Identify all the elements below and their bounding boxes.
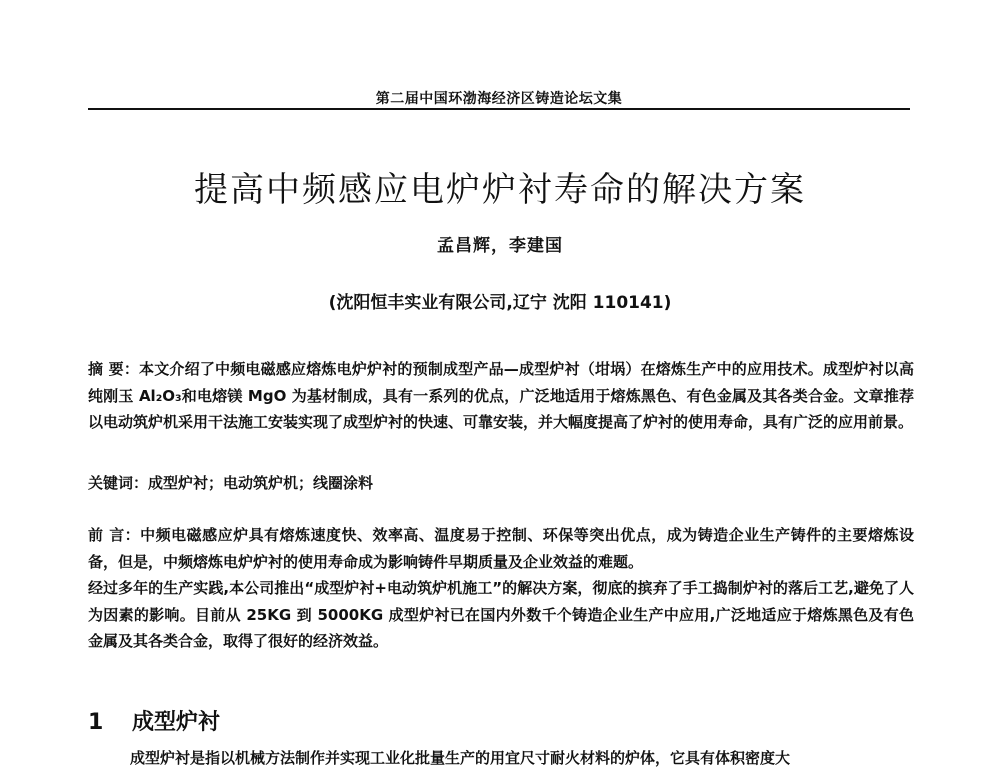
- abstract-label: 摘 要：: [88, 360, 140, 378]
- preface-paragraph-1: [88, 522, 914, 575]
- preface-paragraph-2: 经过多年的生产实践,本公司推出“成型炉衬+电动筑炉机施工”的解决方案，彻底的摈弃了手工捣制炉衬的落后工艺,避免了人为因素的影响。目前从 25KG 到 5000KG 成型炉衬已在国内外数千个铸造企业生产中应用,广泛地适应于熔炼黑色及有色金属及其各类合金，取得了很好的经济效益。: [88, 579, 914, 650]
- paper-authors: 孟昌辉，李建国: [437, 236, 563, 256]
- preface-label: 前 言：: [88, 526, 141, 544]
- abstract: [88, 356, 914, 436]
- preface: [88, 522, 914, 655]
- abstract-text: 本文介绍了中频电磁感应熔炼电炉炉衬的预制成型产品—成型炉衬（坩埚）在熔炼生产中的应用技术。成型炉衬以高纯刚玉 Al₂O₃和电熔镁 MgO 为基材制成，具有一系列的优点，广泛地适用于熔炼黑色、有色金属及其各类合金。文章推荐以电动筑炉机采用干法施工安装实现了成型炉衬的快速、可靠安装，并大幅度提高了炉衬的使用寿命，具有广泛的应用前景。: [88, 360, 914, 431]
- header-rule: [88, 108, 910, 110]
- section-title: 成型炉衬: [132, 710, 221, 735]
- section-heading: [88, 705, 220, 736]
- paper-affiliation: (沈阳恒丰实业有限公司,辽宁 沈阳 110141): [328, 293, 672, 313]
- preface-text-1: 中频电磁感应炉具有熔炼速度快、效率高、温度易于控制、环保等突出优点，成为铸造企业生产铸件的主要熔炼设备，但是，中频熔炼电炉炉衬的使用寿命成为影响铸件早期质量及企业效益的难题。: [88, 526, 914, 571]
- keywords-text: 成型炉衬；电动筑炉机；线圈涂料: [148, 474, 374, 492]
- section-body-cut: 成型炉衬是指以机械方法制作并实现工业化批量生产的用宜尺寸耐火材料的炉体，它具有体积密度大: [130, 749, 791, 767]
- paper-title: 提高中频感应电炉炉衬寿命的解决方案: [194, 170, 806, 210]
- keywords: [88, 470, 914, 497]
- running-header: 第二届中国环渤海经济区铸造论坛文集: [375, 91, 623, 107]
- section-number: 1: [88, 710, 104, 735]
- keywords-label: 关键词：: [88, 474, 149, 492]
